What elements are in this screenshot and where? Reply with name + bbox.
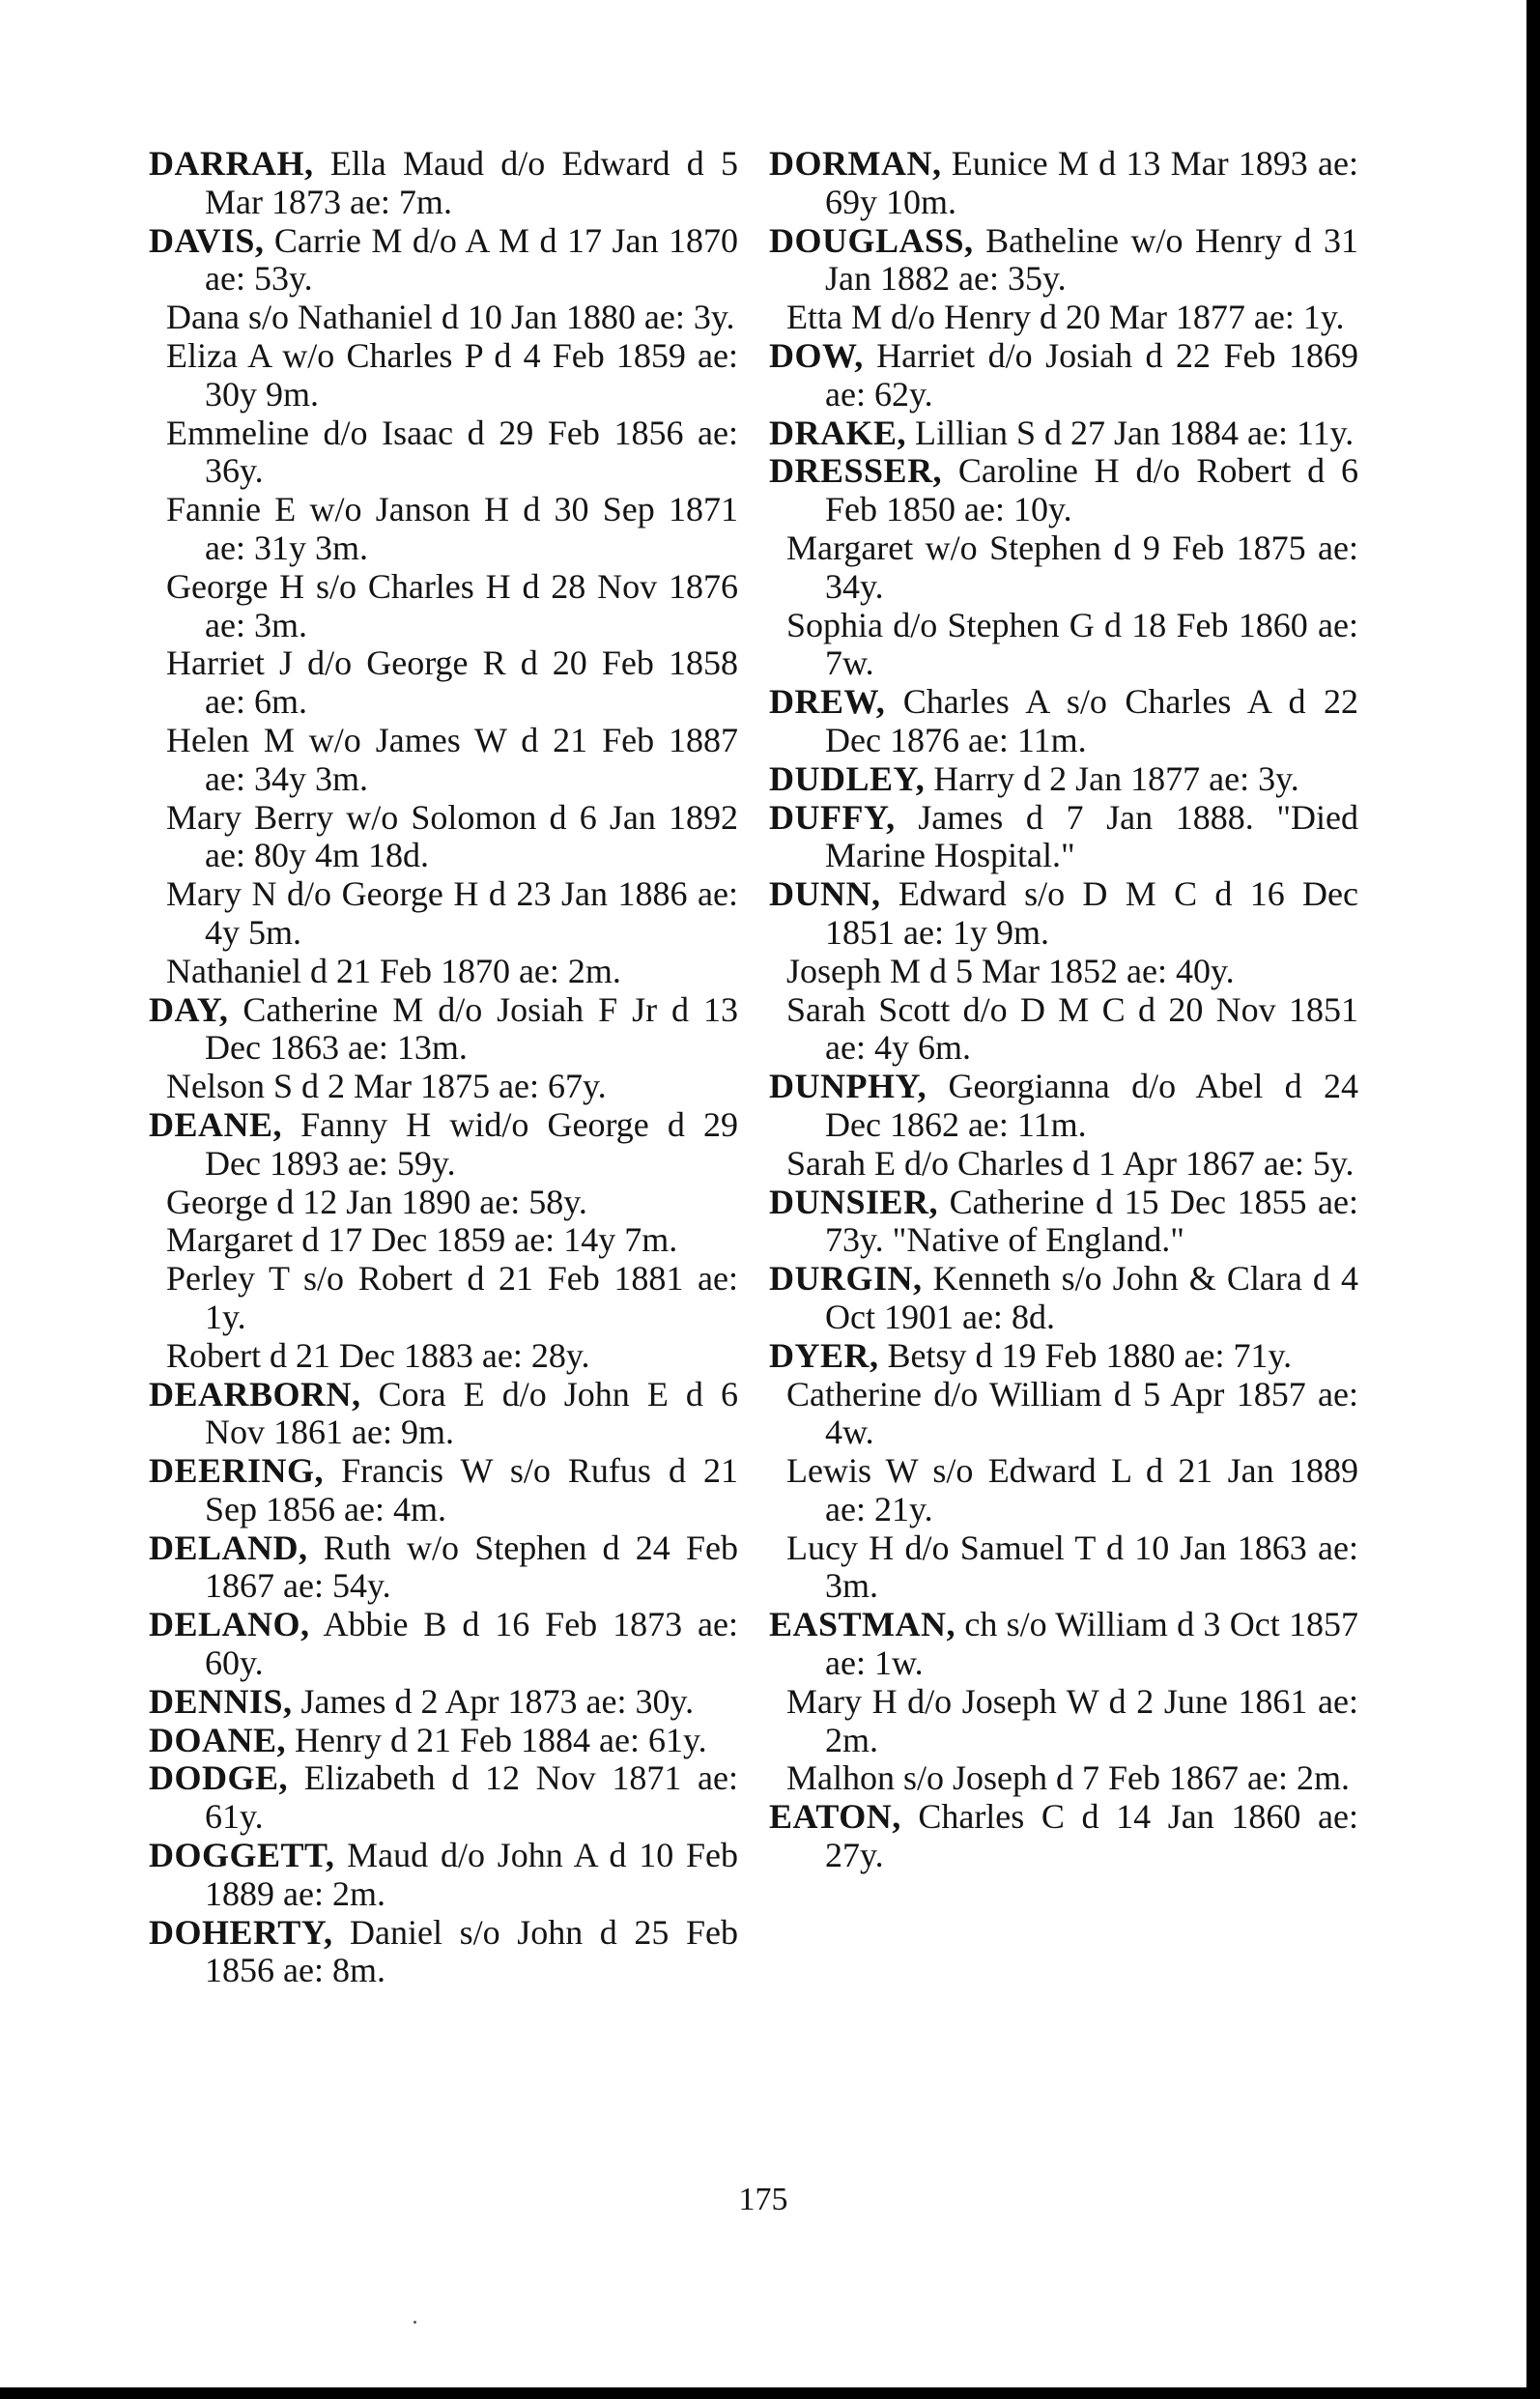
record-entry bbox=[149, 953, 738, 991]
record-entry bbox=[769, 1376, 1358, 1453]
record-entry bbox=[769, 299, 1358, 337]
record-text: Daniel s/o John d 25 Feb 1856 ae: 8m. bbox=[205, 1912, 738, 1990]
record-text: Margaret d 17 Dec 1859 ae: 14y 7m. bbox=[166, 1220, 678, 1260]
record-entry bbox=[149, 568, 738, 645]
record-entry bbox=[769, 1145, 1358, 1184]
record-entry bbox=[149, 799, 738, 876]
surname: DRAKE, bbox=[769, 413, 907, 452]
record-entry bbox=[149, 222, 738, 300]
record-text: Malhon s/o Joseph d 7 Feb 1867 ae: 2m. bbox=[786, 1758, 1350, 1798]
record-text: Eunice M d 13 Mar 1893 ae: 69y 10m. bbox=[825, 144, 1358, 221]
record-entry bbox=[769, 760, 1358, 799]
record-text: Nathaniel d 21 Feb 1870 ae: 2m. bbox=[166, 951, 621, 990]
record-entry bbox=[769, 1606, 1358, 1683]
record-text: Batheline w/o Henry d 31 Jan 1882 ae: 35y. bbox=[825, 220, 1358, 299]
surname: DEERING, bbox=[149, 1451, 325, 1491]
record-entry bbox=[769, 1337, 1358, 1376]
surname: DARRAH, bbox=[149, 144, 314, 183]
record-entry bbox=[769, 953, 1358, 991]
record-text: Harry d 2 Jan 1877 ae: 3y. bbox=[925, 758, 1299, 798]
speck-mark bbox=[414, 2321, 416, 2324]
record-entry bbox=[149, 1376, 738, 1453]
record-entry bbox=[149, 644, 738, 722]
record-text: Mary H d/o Joseph W d 2 June 1861 ae: 2m. bbox=[786, 1681, 1358, 1759]
record-entry bbox=[769, 1452, 1358, 1529]
surname: DAY, bbox=[149, 989, 229, 1029]
record-entry bbox=[769, 1260, 1358, 1337]
record-entry bbox=[149, 337, 738, 414]
surname: DYER, bbox=[769, 1335, 879, 1375]
surname: DOANE, bbox=[149, 1720, 287, 1759]
surname: DUNSIER, bbox=[769, 1182, 939, 1221]
record-text: Fannie E w/o Janson H d 30 Sep 1871 ae: 31y 3m. bbox=[166, 490, 738, 567]
record-entry bbox=[149, 1722, 738, 1760]
record-entry bbox=[149, 722, 738, 799]
surname: DURGIN, bbox=[769, 1259, 923, 1299]
record-text: Georgianna d/o Abel d 24 Dec 1862 ae: 11m. bbox=[825, 1067, 1358, 1144]
record-entry bbox=[149, 991, 738, 1069]
surname: DOUGLASS, bbox=[769, 220, 974, 260]
record-text: Catherine d/o William d 5 Apr 1857 ae: 4w. bbox=[786, 1374, 1358, 1452]
surname: DUDLEY, bbox=[769, 758, 926, 798]
surname: DAVIS, bbox=[149, 220, 265, 260]
surname: EATON, bbox=[769, 1797, 901, 1837]
surname: DUNPHY, bbox=[769, 1067, 927, 1106]
surname: DOW, bbox=[769, 335, 864, 375]
record-entry bbox=[769, 607, 1358, 684]
record-text: Perley T s/o Robert d 21 Feb 1881 ae: 1y. bbox=[166, 1259, 738, 1336]
record-entry bbox=[149, 1683, 738, 1722]
record-text: Robert d 21 Dec 1883 ae: 28y. bbox=[166, 1335, 590, 1375]
record-entry bbox=[769, 337, 1358, 414]
record-text: Lillian S d 27 Jan 1884 ae: 11y. bbox=[906, 413, 1355, 452]
right-column bbox=[769, 145, 1358, 1990]
record-text: Etta M d/o Henry d 20 Mar 1877 ae: 1y. bbox=[786, 298, 1345, 337]
record-entry bbox=[769, 1068, 1358, 1145]
surname: DEARBORN, bbox=[149, 1374, 361, 1414]
surname: DOGGETT, bbox=[149, 1836, 335, 1875]
record-entry bbox=[149, 1221, 738, 1260]
record-text: Ruth w/o Stephen d 24 Feb 1867 ae: 54y. bbox=[205, 1528, 738, 1606]
record-text: Fanny H wid/o George d 29 Dec 1893 ae: 59y. bbox=[205, 1104, 738, 1183]
record-text: Edward s/o D M C d 16 Dec 1851 ae: 1y 9m. bbox=[825, 874, 1358, 952]
record-text: Henry d 21 Feb 1884 ae: 61y. bbox=[286, 1720, 707, 1759]
record-text: Catherine M d/o Josiah F Jr d 13 Dec 1863 ae: 13m. bbox=[205, 989, 738, 1068]
record-text: Betsy d 19 Feb 1880 ae: 71y. bbox=[878, 1335, 1293, 1375]
page-number: 175 bbox=[738, 2182, 788, 2217]
record-entry bbox=[769, 1759, 1358, 1798]
record-text: Elizabeth d 12 Nov 1871 ae: 61y. bbox=[205, 1758, 738, 1837]
record-text: Sarah Scott d/o D M C d 20 Nov 1851 ae: 4y 6m. bbox=[786, 989, 1358, 1068]
surname: DREW, bbox=[769, 682, 886, 722]
record-text: George H s/o Charles H d 28 Nov 1876 ae: 3m. bbox=[166, 566, 738, 644]
record-text: George d 12 Jan 1890 ae: 58y. bbox=[166, 1182, 587, 1221]
record-entry bbox=[149, 1914, 738, 1991]
record-text: Catherine d 15 Dec 1855 ae: 73y. "Native of England." bbox=[825, 1182, 1358, 1260]
record-text: Francis W s/o Rufus d 21 Sep 1856 ae: 4m. bbox=[205, 1451, 738, 1528]
record-text: Mary N d/o George H d 23 Jan 1886 ae: 4y 5m. bbox=[166, 874, 738, 952]
surname: DORMAN, bbox=[769, 144, 942, 183]
record-entry bbox=[149, 1068, 738, 1106]
surname: DRESSER, bbox=[769, 451, 943, 491]
record-text: Carrie M d/o A M d 17 Jan 1870 ae: 53y. bbox=[205, 220, 738, 299]
record-text: ch s/o William d 3 Oct 1857 ae: 1w. bbox=[825, 1605, 1358, 1683]
left-column bbox=[149, 145, 738, 1990]
record-entry bbox=[769, 145, 1358, 222]
record-entry bbox=[769, 875, 1358, 953]
record-entry bbox=[149, 1837, 738, 1914]
record-entry bbox=[769, 414, 1358, 453]
record-text: Ella Maud d/o Edward d 5 Mar 1873 ae: 7m. bbox=[205, 144, 738, 221]
record-entry bbox=[769, 452, 1358, 529]
record-text: Nelson S d 2 Mar 1875 ae: 67y. bbox=[166, 1067, 607, 1106]
record-entry bbox=[149, 1260, 738, 1337]
surname: DEANE, bbox=[149, 1104, 283, 1144]
record-entry bbox=[149, 1759, 738, 1837]
record-entry bbox=[769, 991, 1358, 1069]
record-entry bbox=[149, 1337, 738, 1376]
record-entry bbox=[769, 1184, 1358, 1261]
record-text: Eliza A w/o Charles P d 4 Feb 1859 ae: 30y 9m. bbox=[166, 335, 738, 414]
record-entry bbox=[149, 1452, 738, 1529]
record-text: Emmeline d/o Isaac d 29 Feb 1856 ae: 36y. bbox=[166, 413, 738, 491]
surname: EASTMAN, bbox=[769, 1605, 956, 1644]
record-entry bbox=[149, 491, 738, 568]
surname: DELAND, bbox=[149, 1528, 308, 1567]
surname: DUFFY, bbox=[769, 797, 896, 837]
surname: DENNIS, bbox=[149, 1681, 293, 1721]
record-entry bbox=[769, 1529, 1358, 1607]
record-text: Maud d/o John A d 10 Feb 1889 ae: 2m. bbox=[205, 1836, 738, 1913]
surname: DELANO, bbox=[149, 1605, 310, 1644]
record-entry bbox=[149, 145, 738, 222]
record-entry bbox=[149, 299, 738, 337]
record-text: Joseph M d 5 Mar 1852 ae: 40y. bbox=[786, 951, 1235, 990]
record-entry bbox=[769, 683, 1358, 760]
record-entry bbox=[769, 1798, 1358, 1875]
record-text: James d 2 Apr 1873 ae: 30y. bbox=[292, 1681, 695, 1721]
record-entry bbox=[149, 1529, 738, 1607]
record-entry bbox=[149, 1106, 738, 1184]
record-text: Lewis W s/o Edward L d 21 Jan 1889 ae: 21y. bbox=[786, 1451, 1358, 1528]
record-text: Margaret w/o Stephen d 9 Feb 1875 ae: 34y. bbox=[786, 528, 1358, 606]
record-entry bbox=[769, 222, 1358, 300]
surname: DODGE, bbox=[149, 1758, 289, 1798]
record-text: Mary Berry w/o Solomon d 6 Jan 1892 ae: 80y 4m 18d. bbox=[166, 797, 738, 875]
record-text: Dana s/o Nathaniel d 10 Jan 1880 ae: 3y. bbox=[166, 298, 735, 337]
record-text: Sarah E d/o Charles d 1 Apr 1867 ae: 5y. bbox=[786, 1143, 1355, 1183]
record-text: Charles C d 14 Jan 1860 ae: 27y. bbox=[825, 1797, 1358, 1875]
record-text: Harriet J d/o George R d 20 Feb 1858 ae: 6m. bbox=[166, 643, 738, 722]
record-text: Kenneth s/o John & Clara d 4 Oct 1901 ae: 8d. bbox=[825, 1259, 1358, 1336]
record-text: Harriet d/o Josiah d 22 Feb 1869 ae: 62y. bbox=[825, 335, 1358, 414]
record-text: Sophia d/o Stephen G d 18 Feb 1860 ae: 7w. bbox=[786, 605, 1358, 683]
record-text: Lucy H d/o Samuel T d 10 Jan 1863 ae: 3m. bbox=[786, 1528, 1358, 1606]
record-entry bbox=[149, 1606, 738, 1683]
record-text: Abbie B d 16 Feb 1873 ae: 60y. bbox=[205, 1605, 738, 1683]
surname: DUNN, bbox=[769, 874, 881, 914]
record-entry bbox=[149, 875, 738, 953]
columns bbox=[145, 145, 1362, 1990]
record-text: Caroline H d/o Robert d 6 Feb 1850 ae: 10y. bbox=[825, 451, 1358, 529]
record-text: Cora E d/o John E d 6 Nov 1861 ae: 9m. bbox=[205, 1374, 738, 1452]
record-text: Helen M w/o James W d 21 Feb 1887 ae: 34y 3m. bbox=[166, 720, 738, 798]
record-entry bbox=[149, 414, 738, 492]
record-entry bbox=[769, 1683, 1358, 1760]
record-text: James d 7 Jan 1888. "Died Marine Hospital." bbox=[825, 797, 1358, 875]
surname: DOHERTY, bbox=[149, 1912, 333, 1952]
record-entry bbox=[769, 799, 1358, 876]
record-entry bbox=[769, 529, 1358, 607]
record-entry bbox=[149, 1184, 738, 1222]
record-text: Charles A s/o Charles A d 22 Dec 1876 ae: 11m. bbox=[825, 682, 1358, 759]
